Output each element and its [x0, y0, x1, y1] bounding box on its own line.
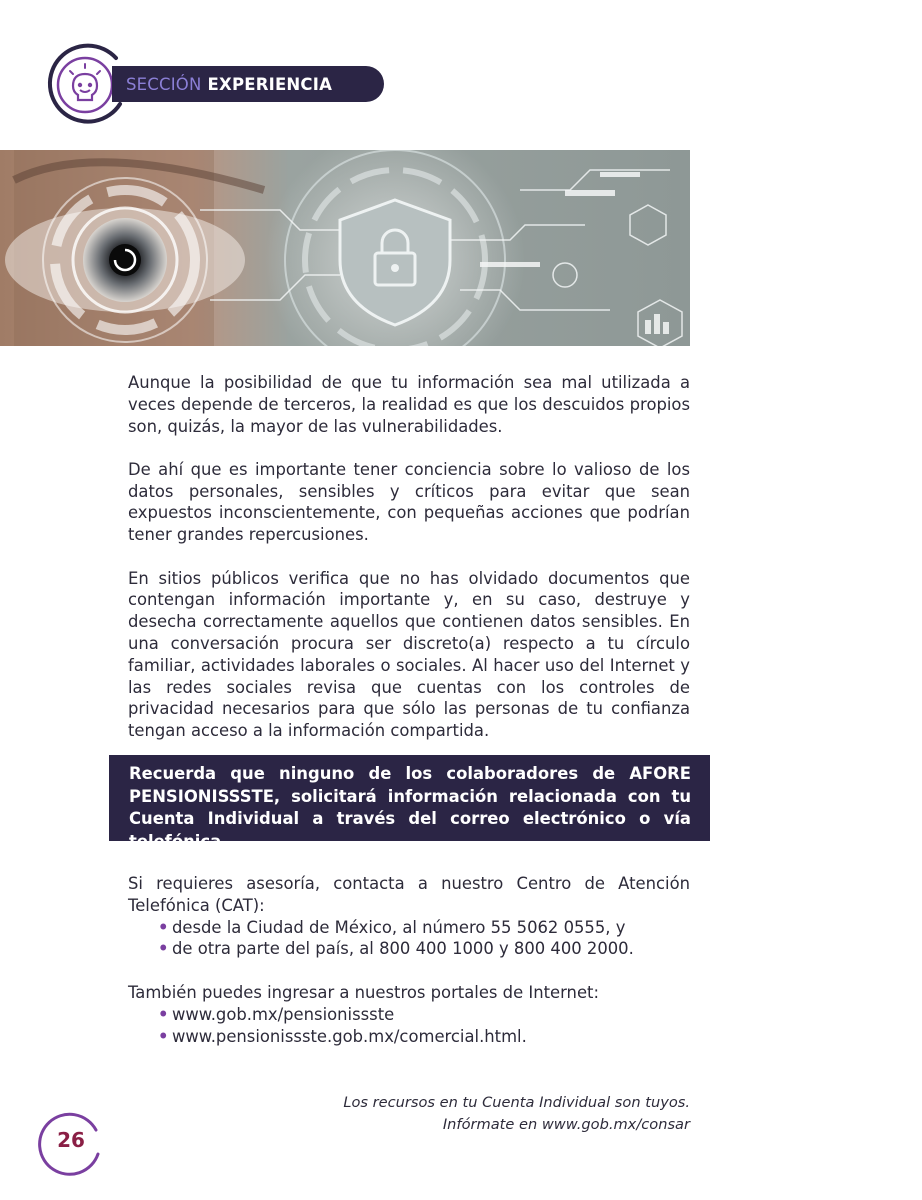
contact-intro: Si requieres asesoría, contacta a nuestro Centro de Atención Telefónica (CAT): [128, 874, 690, 915]
hero-image [0, 150, 690, 346]
section-pill [112, 66, 384, 102]
link-comercial[interactable]: www.pensionissste.gob.mx/comercial.html. [172, 1026, 527, 1046]
section-header [42, 42, 362, 128]
page-number-badge [38, 1110, 104, 1176]
section-label: SECCIÓN [126, 74, 202, 94]
warning-callout: Recuerda que ninguno de los colaboradores de AFORE PENSIONISSSTE, solicitará información relacionada con tu Cuenta Individual a través del correo electrónico o vía telefónica. [109, 755, 710, 841]
portals-intro: También puedes ingresar a nuestros portales de Internet: [128, 983, 599, 1003]
list-item: • de otra parte del país, al 800 400 1000 y 800 400 2000. [158, 939, 634, 959]
list-item: • desde la Ciudad de México, al número 55 5062 0555, y [158, 917, 626, 937]
link-pensionissste[interactable]: www.gob.mx/pensionissste [172, 1004, 395, 1024]
contact-section [128, 873, 690, 1048]
list-item[interactable]: • www.gob.mx/pensionissste [158, 1004, 395, 1024]
paragraph-1: Aunque la posibilidad de que tu información sea mal utilizada a veces depende de terceros, la realidad es que los descuidos propios son, quizás, la mayor de las vulnerabilidades. [128, 373, 690, 436]
contact-list [158, 917, 690, 961]
paragraph-3: En sitios públicos verifica que no has olvidado documentos que contengan información importante y, en su caso, destruye y desecha correctamente aquellos que contienen datos sensibles. En una conversación procura ser discreto(a) respecto a tu círculo familiar, actividades laborales o sociales. Al hacer uso del Internet y las redes sociales revisa que cuentas con los controles de privacidad necesarios para que sólo las personas de tu confianza tengan acceso a la información compartida. [128, 568, 690, 741]
list-item[interactable]: • www.pensionissste.gob.mx/comercial.html. [158, 1026, 527, 1046]
page-number: 26 [57, 1128, 85, 1152]
section-name: EXPERIENCIA [207, 74, 333, 94]
footer-line-1: Los recursos en tu Cuenta Individual son tuyos. [343, 1094, 690, 1111]
footer-note [270, 1092, 690, 1135]
article-body [128, 372, 690, 763]
footer-line-2: Infórmate en www.gob.mx/consar [442, 1115, 690, 1133]
portals-list [158, 1004, 690, 1048]
paragraph-2: De ahí que es importante tener conciencia sobre lo valioso de los datos personales, sensibles y críticos para evitar que sean expuestos inconscientemente, con pequeñas acciones que podrían tener grandes repercusiones. [128, 459, 690, 545]
